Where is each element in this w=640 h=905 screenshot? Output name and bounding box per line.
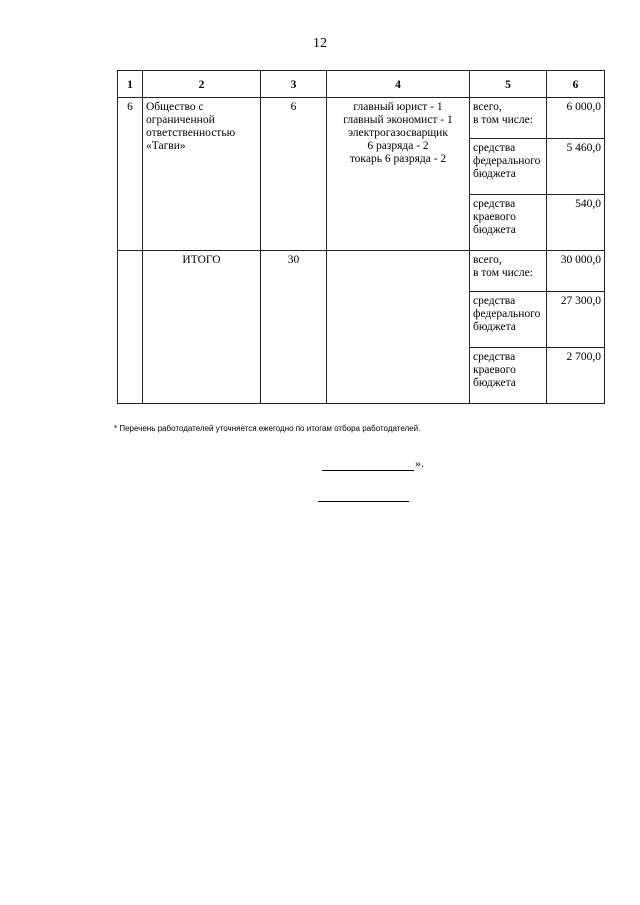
header-cell: 3 — [261, 71, 327, 98]
position-line: 6 разряда - 2 — [367, 140, 429, 152]
header-cell: 6 — [547, 71, 605, 98]
organization-name: Общество с ограниченной ответственностью «Тагви» — [143, 98, 261, 251]
funding-label — [470, 98, 547, 139]
funding-label — [470, 292, 547, 348]
position-line: токарь 6 разряда - 2 — [349, 153, 447, 165]
end-mark — [322, 456, 424, 471]
funding-label-line: федерального — [473, 308, 541, 320]
funding-label-line: средства — [473, 351, 516, 363]
table-header-row — [118, 71, 605, 98]
funding-value: 27 300,0 — [547, 292, 605, 348]
funding-label-line: бюджета — [473, 321, 516, 333]
page-number: 12 — [313, 36, 327, 51]
empty-cell — [327, 251, 470, 404]
funding-label-line: средства — [473, 142, 516, 154]
funding-label-line: всего, — [473, 254, 502, 266]
separator-line — [318, 501, 409, 502]
row-number: 6 — [118, 98, 143, 251]
total-count: 30 — [261, 251, 327, 404]
employers-table — [117, 70, 605, 404]
end-quote: ». — [415, 456, 424, 470]
funding-label — [470, 251, 547, 292]
header-cell: 4 — [327, 71, 470, 98]
total-label: ИТОГО — [143, 251, 261, 404]
funding-label — [470, 195, 547, 251]
position-line: главный юрист - 1 — [353, 101, 443, 113]
position-line: электрогазосварщик — [348, 127, 448, 139]
funding-label-line: бюджета — [473, 377, 516, 389]
funding-label-line: всего, — [473, 101, 502, 113]
funding-value: 6 000,0 — [547, 98, 605, 139]
funding-label-line: средства — [473, 198, 516, 210]
position-line: главный экономист - 1 — [343, 114, 453, 126]
funding-label-line: в том числе: — [473, 267, 533, 279]
table-row — [118, 98, 605, 139]
table-row-total — [118, 251, 605, 292]
funding-label-line: краевого — [473, 211, 516, 223]
funding-label-line: краевого — [473, 364, 516, 376]
funding-value: 2 700,0 — [547, 348, 605, 404]
funding-label-line: бюджета — [473, 168, 516, 180]
end-underline — [322, 458, 414, 471]
header-cell: 1 — [118, 71, 143, 98]
header-cell: 5 — [470, 71, 547, 98]
header-cell: 2 — [143, 71, 261, 98]
funding-value: 30 000,0 — [547, 251, 605, 292]
positions-cell — [327, 98, 470, 251]
funding-label — [470, 348, 547, 404]
funding-label — [470, 139, 547, 195]
funding-label-line: средства — [473, 295, 516, 307]
funding-value: 540,0 — [547, 195, 605, 251]
funding-label-line: в том числе: — [473, 114, 533, 126]
footnote: * Перечень работодателей уточняется ежегодно по итогам отбора работодателей. — [114, 424, 421, 433]
funding-label-line: федерального — [473, 155, 541, 167]
funding-label-line: бюджета — [473, 224, 516, 236]
funding-value: 5 460,0 — [547, 139, 605, 195]
employee-count: 6 — [261, 98, 327, 251]
empty-cell — [118, 251, 143, 404]
